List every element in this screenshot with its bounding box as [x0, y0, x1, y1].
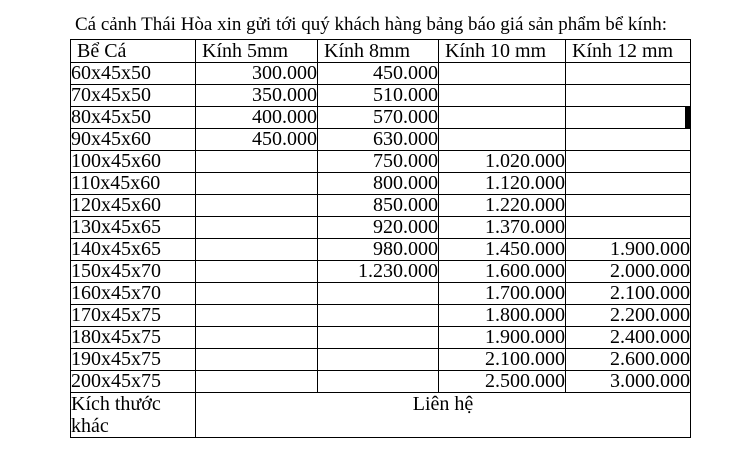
- price-cell[interactable]: [566, 217, 691, 239]
- table-row: [71, 261, 691, 283]
- table-row: [71, 239, 691, 261]
- price-cell[interactable]: [439, 107, 566, 129]
- price-cell[interactable]: [196, 217, 318, 239]
- price-cell[interactable]: 1.220.000: [439, 195, 566, 217]
- price-cell[interactable]: 300.000: [196, 63, 318, 85]
- price-cell[interactable]: [318, 305, 439, 327]
- price-cell[interactable]: 450.000: [196, 129, 318, 151]
- size-cell[interactable]: 190x45x75: [71, 349, 196, 371]
- price-cell[interactable]: [566, 107, 691, 129]
- price-cell[interactable]: [318, 349, 439, 371]
- size-cell[interactable]: 160x45x70: [71, 283, 196, 305]
- price-cell[interactable]: [439, 63, 566, 85]
- column-header[interactable]: Bể Cá: [71, 40, 196, 63]
- price-cell[interactable]: 1.700.000: [439, 283, 566, 305]
- header-row: [71, 40, 691, 63]
- size-cell[interactable]: 60x45x50: [71, 63, 196, 85]
- price-cell[interactable]: 570.000: [318, 107, 439, 129]
- price-cell[interactable]: [439, 85, 566, 107]
- table-row: [71, 129, 691, 151]
- table-body: [71, 63, 691, 393]
- price-cell[interactable]: 1.230.000: [318, 261, 439, 283]
- size-cell[interactable]: 180x45x75: [71, 327, 196, 349]
- price-cell[interactable]: [196, 283, 318, 305]
- price-cell[interactable]: [196, 349, 318, 371]
- table-row: [71, 327, 691, 349]
- price-cell[interactable]: 850.000: [318, 195, 439, 217]
- price-cell[interactable]: 1.020.000: [439, 151, 566, 173]
- price-cell[interactable]: 1.900.000: [439, 327, 566, 349]
- price-cell[interactable]: [196, 151, 318, 173]
- price-cell[interactable]: [566, 173, 691, 195]
- price-cell[interactable]: 630.000: [318, 129, 439, 151]
- price-cell[interactable]: 2.500.000: [439, 371, 566, 393]
- size-cell[interactable]: 150x45x70: [71, 261, 196, 283]
- price-cell[interactable]: [566, 85, 691, 107]
- price-cell[interactable]: [566, 151, 691, 173]
- table-row: [71, 371, 691, 393]
- price-cell[interactable]: 350.000: [196, 85, 318, 107]
- column-header[interactable]: Kính 10 mm: [439, 40, 566, 63]
- column-header[interactable]: Kính 12 mm: [566, 40, 691, 63]
- price-cell[interactable]: 3.000.000: [566, 371, 691, 393]
- price-cell[interactable]: 450.000: [318, 63, 439, 85]
- price-cell[interactable]: 2.100.000: [566, 283, 691, 305]
- price-cell[interactable]: 920.000: [318, 217, 439, 239]
- price-table: [70, 39, 691, 438]
- size-cell[interactable]: 80x45x50: [71, 107, 196, 129]
- price-cell[interactable]: 1.120.000: [439, 173, 566, 195]
- size-cell[interactable]: 120x45x60: [71, 195, 196, 217]
- price-cell[interactable]: 980.000: [318, 239, 439, 261]
- price-cell[interactable]: 1.900.000: [566, 239, 691, 261]
- price-cell[interactable]: 1.450.000: [439, 239, 566, 261]
- size-cell[interactable]: 170x45x75: [71, 305, 196, 327]
- table-row: [71, 85, 691, 107]
- price-cell[interactable]: [196, 173, 318, 195]
- text-cursor: [685, 107, 690, 128]
- table-row: [71, 305, 691, 327]
- price-cell[interactable]: [318, 283, 439, 305]
- table-row: [71, 195, 691, 217]
- price-cell[interactable]: [196, 327, 318, 349]
- table-row: [71, 349, 691, 371]
- column-header[interactable]: Kính 8mm: [318, 40, 439, 63]
- size-cell[interactable]: 130x45x65: [71, 217, 196, 239]
- table-row: [71, 173, 691, 195]
- table-row: [71, 217, 691, 239]
- size-cell[interactable]: 110x45x60: [71, 173, 196, 195]
- table-row: [71, 151, 691, 173]
- price-cell[interactable]: [196, 195, 318, 217]
- price-cell[interactable]: [196, 305, 318, 327]
- price-cell[interactable]: 2.000.000: [566, 261, 691, 283]
- size-cell[interactable]: 100x45x60: [71, 151, 196, 173]
- size-cell[interactable]: 90x45x60: [71, 129, 196, 151]
- contact-cell[interactable]: Liên hệ: [196, 393, 691, 438]
- column-header[interactable]: Kính 5mm: [196, 40, 318, 63]
- price-cell[interactable]: [566, 63, 691, 85]
- price-cell[interactable]: [196, 371, 318, 393]
- table-row: [71, 107, 691, 129]
- price-cell[interactable]: 510.000: [318, 85, 439, 107]
- price-cell[interactable]: 1.600.000: [439, 261, 566, 283]
- table-row: [71, 63, 691, 85]
- price-cell[interactable]: 800.000: [318, 173, 439, 195]
- document-title[interactable]: Cá cảnh Thái Hòa xin gửi tới quý khách hàng bảng báo giá sản phẩm bể kính:: [75, 14, 667, 35]
- price-cell[interactable]: 2.200.000: [566, 305, 691, 327]
- price-cell[interactable]: 2.100.000: [439, 349, 566, 371]
- size-cell[interactable]: 140x45x65: [71, 239, 196, 261]
- price-cell[interactable]: 2.400.000: [566, 327, 691, 349]
- price-cell[interactable]: [196, 261, 318, 283]
- price-cell[interactable]: 2.600.000: [566, 349, 691, 371]
- other-sizes-cell[interactable]: Kích thước khác: [71, 393, 196, 438]
- price-cell[interactable]: [566, 195, 691, 217]
- size-cell[interactable]: 200x45x75: [71, 371, 196, 393]
- size-cell[interactable]: 70x45x50: [71, 85, 196, 107]
- price-cell[interactable]: [318, 371, 439, 393]
- price-cell[interactable]: 1.370.000: [439, 217, 566, 239]
- price-cell[interactable]: [318, 327, 439, 349]
- price-cell[interactable]: 750.000: [318, 151, 439, 173]
- table-row: [71, 283, 691, 305]
- price-cell[interactable]: [439, 129, 566, 151]
- price-cell[interactable]: 1.800.000: [439, 305, 566, 327]
- footer-row: [71, 393, 691, 438]
- price-cell[interactable]: 400.000: [196, 107, 318, 129]
- price-cell[interactable]: [566, 129, 691, 151]
- price-cell[interactable]: [196, 239, 318, 261]
